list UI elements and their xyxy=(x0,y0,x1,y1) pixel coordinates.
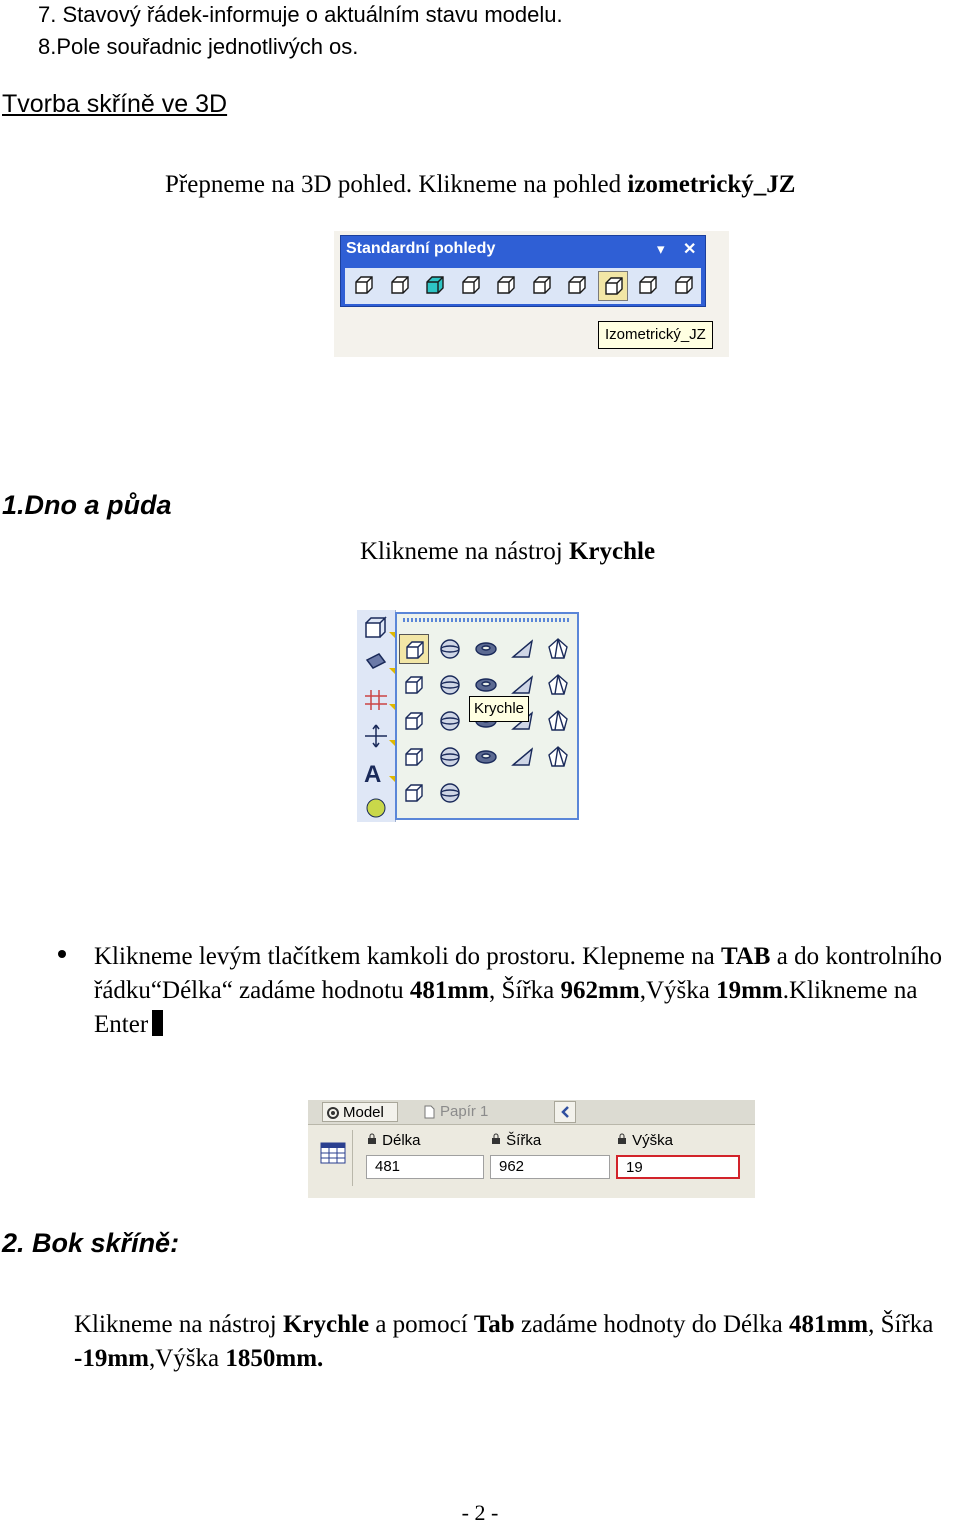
tool-glyph xyxy=(399,670,429,700)
solid-tool-icon xyxy=(367,654,385,668)
box-icon[interactable] xyxy=(399,634,429,664)
lock-icon xyxy=(366,1133,378,1145)
tool-glyph xyxy=(543,634,573,664)
view-cube-button-1[interactable] xyxy=(349,271,379,301)
tool-glyph xyxy=(507,742,537,772)
panel-grip[interactable] xyxy=(403,618,571,622)
tab-papir-label: Papír 1 xyxy=(440,1103,489,1120)
tool-glyph xyxy=(435,634,465,664)
chevron-left-icon xyxy=(555,1102,575,1122)
heading-dno-a-puda: 1.Dno a půda xyxy=(2,490,172,520)
lock-icon xyxy=(616,1133,628,1145)
bullet-dot xyxy=(58,950,66,958)
union-icon[interactable] xyxy=(543,670,573,700)
view-cube-icon xyxy=(385,271,415,301)
tool-glyph xyxy=(471,634,501,664)
view-cube-icon xyxy=(669,271,699,301)
tool-palette-screenshot xyxy=(357,610,579,822)
toolbar-menu-icon[interactable]: ▾ xyxy=(657,241,665,258)
sphere-icon[interactable] xyxy=(435,634,465,664)
heading-bok-skrine: 2. Bok skříně: xyxy=(2,1228,180,1258)
intro-line-7: 7. Stavový řádek-informuje o aktuálním stavu modelu. xyxy=(38,2,563,27)
toolbar-title: Standardní pohledy xyxy=(346,240,496,257)
view-cube-button-2[interactable] xyxy=(385,271,415,301)
view-cube-icon xyxy=(527,271,557,301)
view-cube-icon xyxy=(633,271,663,301)
vyska-input[interactable]: 19 xyxy=(616,1155,740,1179)
tool-glyph xyxy=(543,670,573,700)
heading-tvorba: Tvorba skříně ve 3D xyxy=(2,90,228,118)
tool-glyph xyxy=(435,670,465,700)
tab-papir-1[interactable] xyxy=(420,1102,488,1122)
view-cube-icon xyxy=(349,271,379,301)
tool-glyph xyxy=(435,706,465,736)
view-cube-button-7[interactable] xyxy=(562,271,592,301)
tool-glyph xyxy=(435,778,465,808)
spline-3d-icon[interactable] xyxy=(435,778,465,808)
cursor-block xyxy=(152,1010,163,1036)
view-cube-button-6[interactable] xyxy=(527,271,557,301)
cylinder-icon[interactable] xyxy=(399,706,429,736)
hatch-tool-icon xyxy=(365,690,387,710)
sirka-input[interactable]: 962 xyxy=(490,1155,610,1179)
view-cube-button-3[interactable] xyxy=(420,271,450,301)
tool-glyph xyxy=(507,634,537,664)
field-label-sirka: Šířka xyxy=(490,1132,541,1149)
tool-glyph xyxy=(471,742,501,772)
paragraph-3d-view: Přepneme na 3D pohled. Klikneme na pohled izometrický_JZ xyxy=(165,171,796,198)
tab-model-label: Model xyxy=(343,1104,384,1121)
pyramid-icon[interactable] xyxy=(543,634,573,664)
extrude-icon[interactable] xyxy=(399,670,429,700)
lock-icon xyxy=(490,1133,502,1145)
intro-line-8: 8.Pole souřadnic jednotlivých os. xyxy=(38,34,359,59)
view-cube-button-10[interactable] xyxy=(669,271,699,301)
tool-glyph xyxy=(543,742,573,772)
layout-tabs xyxy=(308,1100,755,1125)
table-icon[interactable] xyxy=(320,1142,346,1164)
divider xyxy=(352,1130,353,1186)
snap-tool-icon xyxy=(367,799,385,817)
tabs-scroll-left-button[interactable] xyxy=(554,1101,576,1123)
standard-views-screenshot xyxy=(334,231,729,357)
left-strip-icons xyxy=(357,610,395,822)
paper-icon xyxy=(422,1105,436,1119)
left-tool-strip xyxy=(357,610,396,822)
revolve-icon[interactable] xyxy=(435,670,465,700)
paragraph-krychle-tool: Klikneme na nástroj Krychle xyxy=(360,538,656,565)
box-tool-icon xyxy=(366,618,385,637)
view-cube-button-8[interactable] xyxy=(598,271,628,301)
tooltip-krychle: Krychle xyxy=(469,696,529,722)
view-cube-button-9[interactable] xyxy=(633,271,663,301)
view-cube-icon xyxy=(599,272,629,302)
field-label-vyska: Výška xyxy=(616,1132,673,1149)
text-tool-icon: A xyxy=(364,761,382,788)
tab-model[interactable] xyxy=(322,1102,398,1122)
standard-views-toolbar xyxy=(340,235,706,307)
page-number: - 2 - xyxy=(461,1500,499,1525)
tool-glyph xyxy=(399,742,429,772)
cone-icon[interactable] xyxy=(435,706,465,736)
interfere-icon[interactable] xyxy=(471,742,501,772)
tool-glyph xyxy=(399,706,429,736)
view-cube-icon xyxy=(456,271,486,301)
model-icon xyxy=(326,1106,340,1120)
tool-glyph xyxy=(435,742,465,772)
arc-3d-icon[interactable] xyxy=(399,778,429,808)
section-icon[interactable] xyxy=(399,742,429,772)
rotate-3d-icon[interactable] xyxy=(435,742,465,772)
view-cube-button-4[interactable] xyxy=(456,271,486,301)
view-buttons-row xyxy=(345,268,701,304)
field-label-delka: Délka xyxy=(366,1132,421,1149)
tooltip-izometricky-jz: Izometrický_JZ xyxy=(598,321,713,349)
array-3d-icon[interactable] xyxy=(543,742,573,772)
command-line-screenshot xyxy=(308,1100,755,1198)
tool-glyph xyxy=(400,635,430,665)
view-cube-button-5[interactable] xyxy=(491,271,521,301)
move-tool-icon xyxy=(365,725,387,747)
view-cube-icon xyxy=(491,271,521,301)
tool-glyph xyxy=(543,706,573,736)
toolbar-close-icon[interactable]: ✕ xyxy=(683,241,697,258)
sweep-icon[interactable] xyxy=(507,742,537,772)
paragraph-bok: Klikneme na nástroj Krychle a pomocí Tab zadáme hodnoty do Délka 481mm, Šířka -19mm,Výška 1850mm. xyxy=(74,1311,934,1372)
delka-input[interactable]: 481 xyxy=(366,1155,484,1179)
bullet-paragraph: Klikneme levým tlačítkem kamkoli do prostoru. Klepneme na TAB a do kontrolního řádku“Délka“ zadáme hodnotu 481mm, Šířka 962mm,Výška 19mm.Klikneme na Enter xyxy=(94,943,943,1038)
tool-glyph xyxy=(399,778,429,808)
mesh-3d-icon[interactable] xyxy=(543,706,573,736)
wedge-icon[interactable] xyxy=(507,634,537,664)
torus-icon[interactable] xyxy=(471,634,501,664)
tool-flyout-panel xyxy=(395,612,579,820)
view-cube-icon xyxy=(420,271,450,301)
view-cube-icon xyxy=(562,271,592,301)
